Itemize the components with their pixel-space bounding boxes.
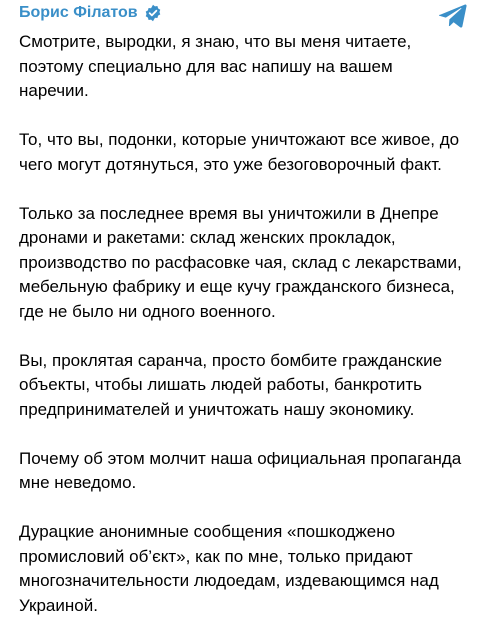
post-paragraph: Только за последнее время вы уничтожили в Днепре дронами и ракетами: склад женских прокладок, производство по расфасовке чая, склад с лекарствами, мебельную фабрику и еще кучу гражданского бизнеса, где не было ни одного военного.: [19, 203, 462, 321]
post-header: [19, 0, 468, 26]
post-body: [19, 30, 468, 618]
verified-badge-icon: [144, 4, 162, 22]
post-paragraph: Вы, проклятая саранча, просто бомбите гражданские объекты, чтобы лишать людей работы, банкротить предпринимателей и уничтожать нашу экономику.: [19, 350, 443, 419]
post-paragraph: Дурацкие анонимные сообщения «пошкоджено промисловий об’єкт», как по мне, только придают многозначительности людоедам, издевающимся над Украиной.: [19, 522, 439, 615]
post-paragraph: Смотрите, выродки, я знаю, что вы меня читаете, поэтому специально для вас напишу на вашем наречии.: [19, 32, 412, 100]
author-name[interactable]: Борис Філатов: [19, 4, 138, 21]
post-paragraph: То, что вы, подонки, которые уничтожают все живое, до чего могут дотянуться, это уже безоговорочный факт.: [19, 130, 460, 174]
telegram-logo-icon[interactable]: [438, 1, 468, 31]
post-paragraph: Почему об этом молчит наша официальная пропаганда мне неведомо.: [19, 448, 462, 492]
